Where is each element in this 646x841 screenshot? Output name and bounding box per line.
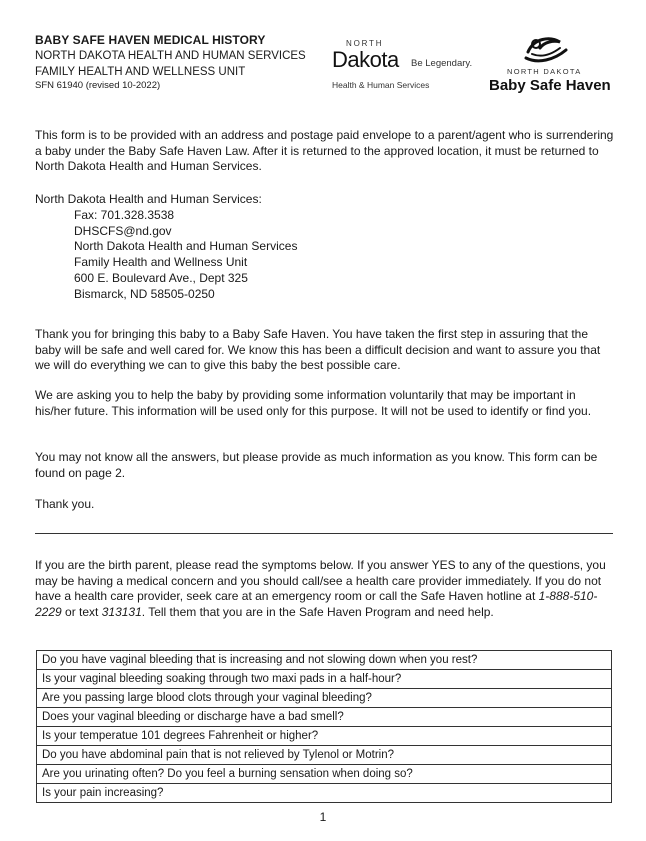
address-city: Bismarck, ND 58505-0250 (74, 286, 215, 301)
symptom-question: Do you have abdominal pain that is not relieved by Tylenol or Motrin? (37, 746, 612, 765)
return-address-block (35, 192, 297, 303)
address-agency: North Dakota Health and Human Services (74, 239, 298, 254)
symptom-question: Are you passing large blood clots through your vaginal bleeding? (37, 689, 612, 708)
form-number: SFN 61940 (revised 10-2022) (35, 80, 161, 91)
unit-name: FAMILY HEALTH AND WELLNESS UNIT (35, 66, 246, 78)
logo-state-text: NORTH DAKOTA (507, 67, 582, 76)
address-street: 600 E. Boulevard Ave., Dept 325 (74, 270, 248, 285)
symptom-question: Is your temperatue 101 degrees Fahrenheit or higher? (37, 727, 612, 746)
logo-program-name: Baby Safe Haven (489, 77, 611, 94)
table-row (37, 689, 612, 708)
request-paragraph: We are asking you to help the baby by providing some information voluntarily that may be important in his/her future. This information will be used only for this purpose. It will not be used to identify or find you. (35, 388, 592, 418)
logo-north-text: NORTH (346, 39, 384, 48)
hotline-phone: 1-888-510-2229 (35, 589, 598, 619)
form-title: BABY SAFE HAVEN MEDICAL HISTORY (35, 33, 266, 47)
birth-parent-text-2: or text (61, 604, 102, 619)
address-email: DHSCFS@nd.gov (74, 223, 172, 238)
symptom-question: Do you have vaginal bleeding that is increasing and not slowing down when you rest? (37, 651, 612, 670)
nd-hhs-logo (332, 36, 487, 96)
table-row (37, 765, 612, 784)
logo-dakota-text: Dakota (332, 47, 399, 72)
address-fax: Fax: 701.328.3538 (74, 207, 175, 222)
agency-name: NORTH DAKOTA HEALTH AND HUMAN SERVICES (35, 50, 306, 62)
baby-hands-icon (520, 34, 570, 64)
table-row (37, 746, 612, 765)
thank-you-paragraph: Thank you for bringing this baby to a Baby Safe Haven. You have taken the first step in assuring that the baby will be safe and well cared for. We know this has been a difficult decision and want to assure you that we will do everything we can to give this baby the best possible care. (35, 327, 601, 373)
logo-department: Health & Human Services (332, 80, 430, 90)
section-divider (35, 533, 613, 534)
table-row (37, 727, 612, 746)
symptoms-table (36, 650, 612, 803)
table-row (37, 784, 612, 803)
birth-parent-text-3: . Tell them that you are in the Safe Haven Program and need help. (141, 604, 494, 619)
table-row (37, 651, 612, 670)
address-heading: North Dakota Health and Human Services: (35, 192, 262, 206)
closing-text: Thank you. (35, 497, 95, 511)
baby-safe-haven-logo (488, 34, 618, 96)
symptom-question: Does your vaginal bleeding or discharge have a bad smell? (37, 708, 612, 727)
intro-paragraph: This form is to be provided with an address and postage paid envelope to a parent/agent who is surrendering a baby under the Baby Safe Haven Law. After it is returned to the approved location, it must be returned to North Dakota Health and Human Services. (35, 128, 614, 174)
birth-parent-text-1: If you are the birth parent, please read the symptoms below. If you answer YES to any of the questions, you may be having a medical concern and you should call/see a health care provider immediately. If you do not have a health care provider, seek care at an emergency room or call the Safe Haven hotline at (35, 558, 606, 604)
logo-tagline: Be Legendary. (411, 58, 473, 69)
symptom-question: Is your pain increasing? (37, 784, 612, 803)
birth-parent-paragraph (35, 558, 615, 620)
answers-paragraph: You may not know all the answers, but please provide as much information as you know. This form can be found on page 2. (35, 450, 598, 480)
table-row (37, 708, 612, 727)
hotline-text-number: 313131 (101, 604, 142, 619)
symptom-question: Are you urinating often? Do you feel a burning sensation when doing so? (37, 765, 612, 784)
address-unit: Family Health and Wellness Unit (74, 255, 248, 270)
symptom-question: Is your vaginal bleeding soaking through two maxi pads in a half-hour? (37, 670, 612, 689)
table-row (37, 670, 612, 689)
page-number: 1 (319, 810, 327, 824)
